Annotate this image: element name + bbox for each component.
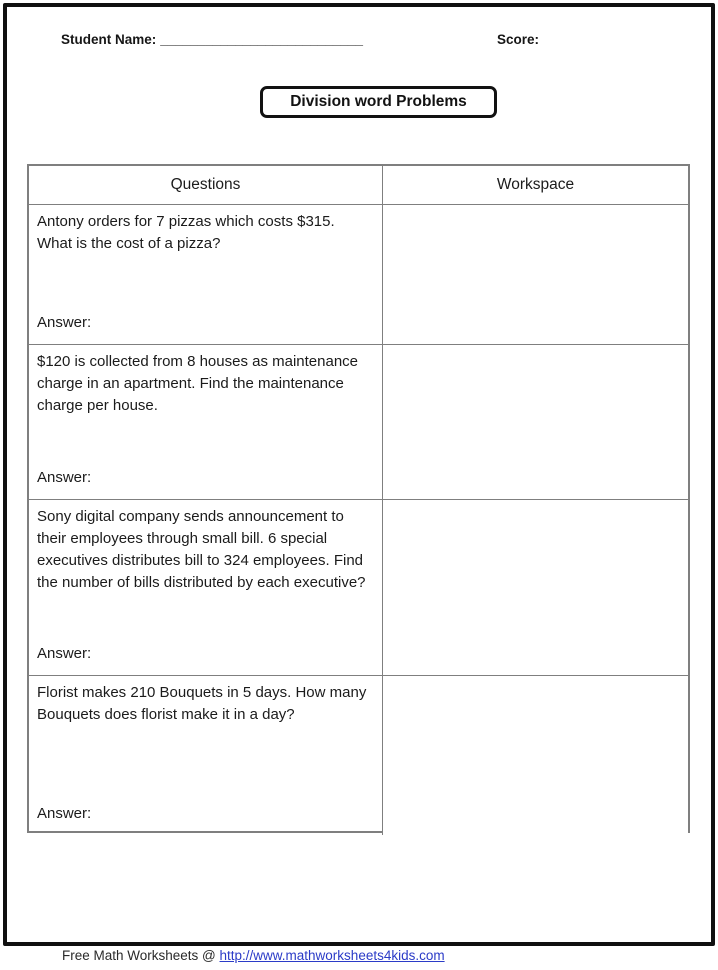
workspace-cell-3 [383,500,688,676]
workspace-cell-2 [383,345,688,500]
question-cell-1 [29,205,383,345]
question-cell-4 [29,676,383,835]
score-label: Score: [497,32,540,47]
student-name-row [61,32,661,47]
footer-link[interactable]: http://www.mathworksheets4kids.com [219,948,445,963]
answer-label-2: Answer: [37,469,92,486]
workspace-cell-1 [383,205,688,345]
question-cell-2 [29,345,383,500]
column-header-questions: Questions [29,166,383,205]
worksheet-table [27,164,690,833]
workspace-cell-4 [383,676,688,835]
question-text-2: $120 is collected from 8 houses as maintenance charge in an apartment. Find the maintenance charge per house. [37,353,359,414]
answer-label-4: Answer: [37,805,92,822]
question-text-1: Antony orders for 7 pizzas which costs $315. What is the cost of a pizza? [37,213,335,252]
question-text-4: Florist makes 210 Bouquets in 5 days. How many Bouquets does florist make it in a day? [37,684,367,723]
footer-credit-text: Free Math Worksheets @ [62,948,220,963]
footer-credit [62,948,445,963]
question-cell-3 [29,500,383,676]
worksheet-title: Division word Problems [290,93,467,110]
student-name-label: Student Name: [61,32,157,47]
answer-label-1: Answer: [37,314,92,331]
column-header-workspace: Workspace [383,166,688,205]
answer-label-3: Answer: [37,645,92,662]
student-name-blank-line: ___________________________ [160,32,363,47]
question-text-3: Sony digital company sends announcement to their employees through small bill. 6 special executives distributes bill to 324 employees. Find the number of bills distributed by each executive? [37,508,366,591]
worksheet-title-box [260,86,497,118]
